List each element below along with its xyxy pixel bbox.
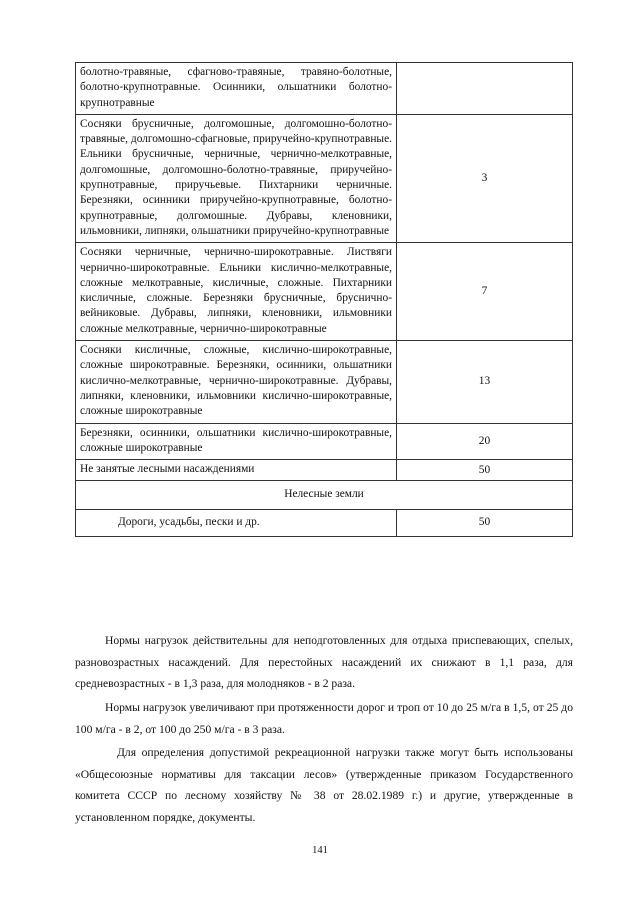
table-row xyxy=(76,63,573,115)
load-norms-table xyxy=(75,62,573,537)
section-header: Нелесные земли xyxy=(76,481,573,509)
row-description: Дороги, усадьбы, пески и др. xyxy=(76,509,397,536)
table-row xyxy=(76,460,573,481)
row-description: Березняки, осинники, ольшатники кислично-широкотравные, сложные широкотравные xyxy=(76,423,397,460)
row-description: болотно-травяные, сфагново-травяные, травяно-болотные, болотно-крупнотравные. Осинники, ольшатники болотно-крупнотравные xyxy=(76,63,397,115)
table-row xyxy=(76,509,573,536)
row-value xyxy=(397,63,573,115)
table-row xyxy=(76,114,573,242)
table-row xyxy=(76,341,573,423)
row-value: 50 xyxy=(397,460,573,481)
table-section-row xyxy=(76,481,573,509)
body-paragraph: Для определения допустимой рекреационной нагрузки также могут быть использованы «Общесоюзные нормативы для таксации лесов» (утвержденные приказом Государственного комитета СССР по лесному хозяйству № 38 от 28.02.1989 г.) и другие, утвержденные в установленном порядке, документы. xyxy=(75,746,573,824)
row-description: Сосняки кисличные, сложные, кислично-широкотравные, сложные широкотравные. Березняки, осинники, ольшатники кислично-мелкотравные, чернично-широкотравные. Дубравы, липняки, кленовники, ильмовники кислично-широкотравные, сложные широкотравные xyxy=(76,341,397,423)
table-row xyxy=(76,423,573,460)
row-value: 20 xyxy=(397,423,573,460)
row-value: 50 xyxy=(397,509,573,536)
row-description: Сосняки брусничные, долгомошные, долгомошно-болотно-травяные, долгомошно-сфагновые, приручейно-крупнотравные. Ельники брусничные, черничные, чернично-мелкотравные, долгомошные, долгомошно-болотно-травяные, приручейно-крупнотравные, приручьевые. Пихтарники черничные. Березняки, осинники приручейно-крупнотравные, болотно-крупнотравные, долгомошные. Дубравы, кленовники, ильмовники, липняки, ольшатники приручейно-крупнотравные xyxy=(76,114,397,242)
row-value: 13 xyxy=(397,341,573,423)
body-paragraph: Нормы нагрузок увеличивают при протяженности дорог и троп от 10 до 25 м/га в 1,5, от 25 до 100 м/га - в 2, от 100 до 250 м/га - в 3 раза. xyxy=(75,701,573,736)
row-description: Не занятые лесными насаждениями xyxy=(76,460,397,481)
row-description: Сосняки черничные, чернично-широкотравные. Листвяги чернично-широкотравные. Ельники кислично-мелкотравные, сложные мелкотравные, кисличные, сложные. Пихтарники кисличные, сложные. Березняки брусничные, бруснично-вейниковые. Дубравы, липняки, кленовники, ильмовники сложные мелкотравные, чернично-широкотравные xyxy=(76,243,397,341)
body-paragraph: Нормы нагрузок действительны для неподготовленных для отдыха приспевающих, спелых, разновозрастных насаждений. Для перестойных насаждений их снижают в 1,1 раза, для средневозрастных - в 1,3 раза, для молодняков - в 2 раза. xyxy=(75,634,573,690)
table-row xyxy=(76,243,573,341)
page-number: 141 xyxy=(312,845,328,856)
row-value: 3 xyxy=(397,114,573,242)
row-value: 7 xyxy=(397,243,573,341)
